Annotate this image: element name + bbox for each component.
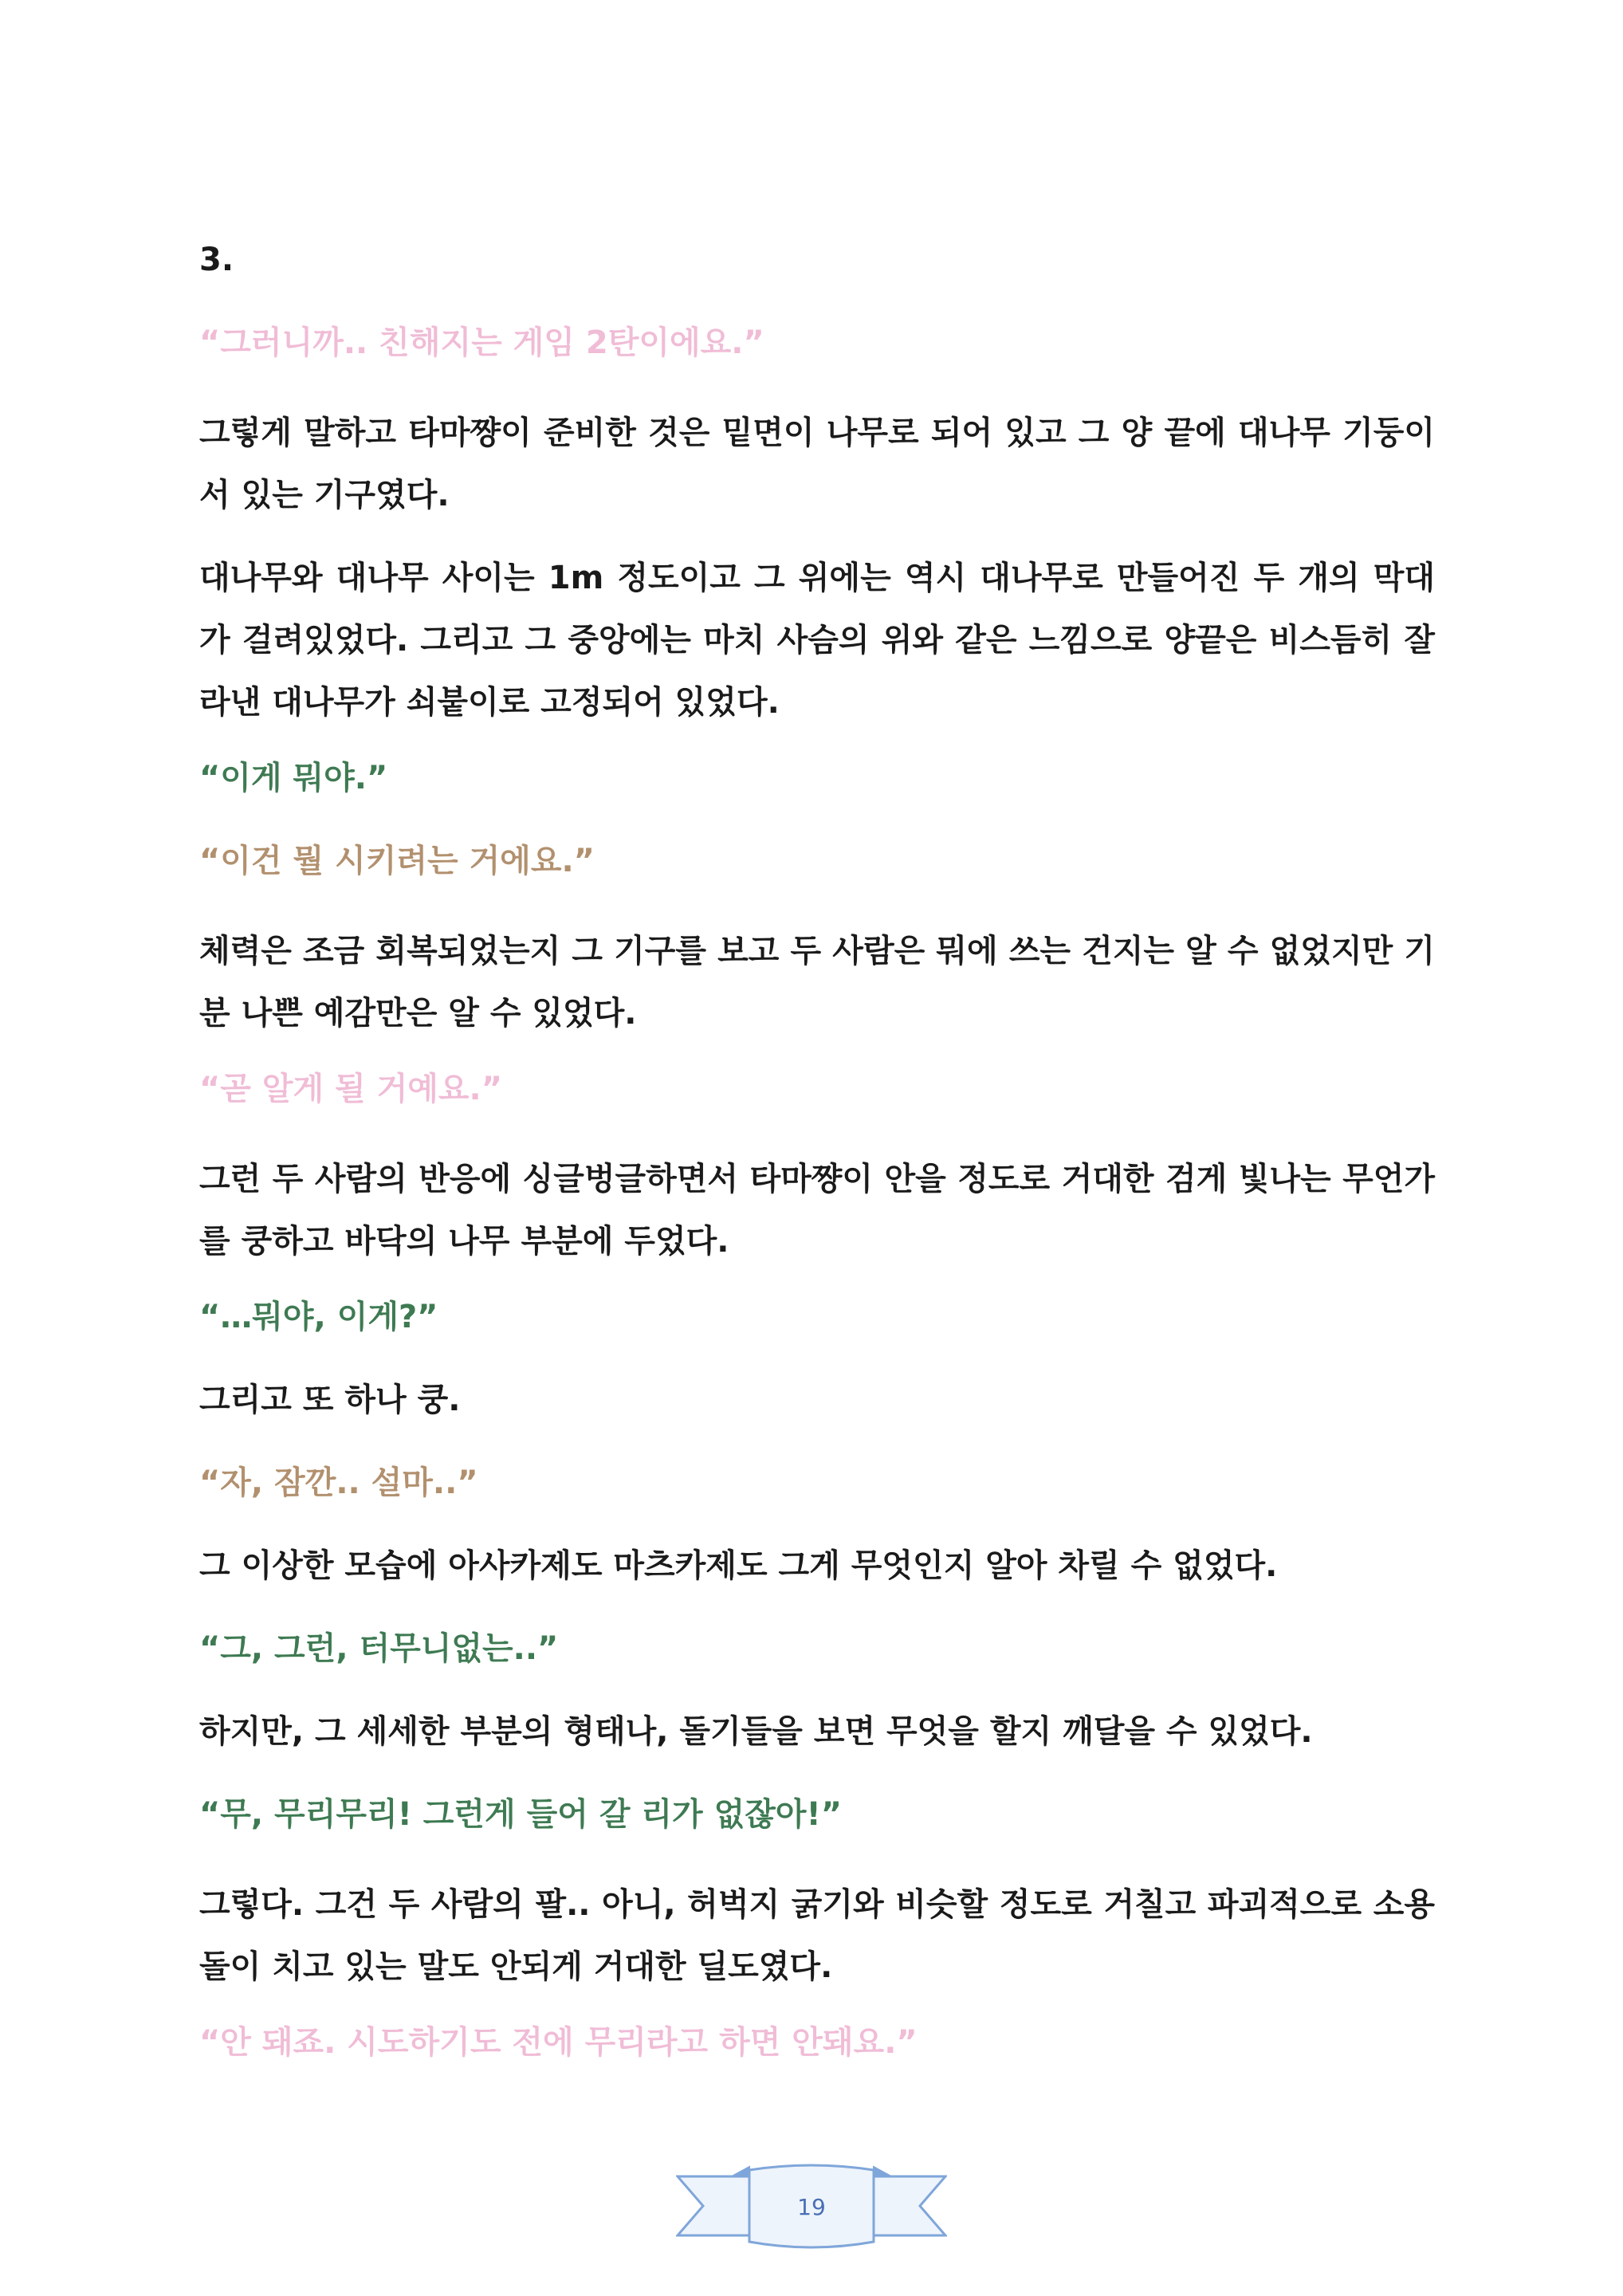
chapter-heading: 3.: [199, 242, 234, 278]
paragraph: “곧 알게 될 거예요.”: [199, 1071, 503, 1107]
paragraph: 그 이상한 모습에 아사카제도 마츠카제도 그게 무엇인지 알아 차릴 수 없었다.: [199, 1547, 1278, 1584]
page-content: [199, 236, 1435, 2101]
paragraph: “자, 잠깐.. 설마..”: [199, 1464, 478, 1501]
paragraph: “…뭐야, 이게?”: [199, 1299, 438, 1335]
paragraph: 하지만, 그 세세한 부분의 형태나, 돌기들을 보면 무엇을 할지 깨달을 수 있었다.: [199, 1713, 1313, 1750]
page-number: 19: [797, 2194, 826, 2220]
page-footer: [676, 2159, 947, 2255]
paragraph: “무, 무리무리! 그런게 들어 갈 리가 없잖아!”: [199, 1796, 843, 1833]
paragraph: “안 돼죠. 시도하기도 전에 무리라고 하면 안돼요.”: [199, 2024, 918, 2061]
paragraph: “이게 뭐야.”: [199, 760, 388, 796]
paragraph: “그러니까.. 친해지는 게임 2탄이에요.”: [199, 324, 764, 361]
paragraph: 그리고 또 하나 쿵.: [199, 1382, 461, 1418]
paragraph: 체력은 조금 회복되었는지 그 기구를 보고 두 사람은 뭐에 쓰는 건지는 알 수 없었지만 기분 나쁜 예감만은 알 수 있었다.: [199, 933, 1435, 1032]
paragraph: 그렇다. 그건 두 사람의 팔.. 아니, 허벅지 굵기와 비슷할 정도로 거칠고 파괴적으로 소용돌이 치고 있는 말도 안되게 거대한 딜도였다.: [199, 1886, 1435, 1985]
paragraph: 그렇게 말하고 타마쨩이 준비한 것은 밑면이 나무로 되어 있고 그 양 끝에 대나무 기둥이 서 있는 기구였다.: [199, 415, 1435, 513]
paragraph: “이건 뭘 시키려는 거에요.”: [199, 843, 595, 879]
paragraph: “그, 그런, 터무니없는..”: [199, 1630, 559, 1667]
paragraph: 그런 두 사람의 반응에 싱글벙글하면서 타마쨩이 안을 정도로 거대한 검게 빛나는 무언가를 쿵하고 바닥의 나무 부분에 두었다.: [199, 1161, 1435, 1260]
paragraph: 대나무와 대나무 사이는 1m 정도이고 그 위에는 역시 대나무로 만들어진 두 개의 막대가 걸려있었다. 그리고 그 중앙에는 마치 사슴의 위와 같은 느낌으로 양끝은 비스듬히 잘라낸 대나무가 쇠붙이로 고정되어 있었다.: [199, 560, 1435, 721]
